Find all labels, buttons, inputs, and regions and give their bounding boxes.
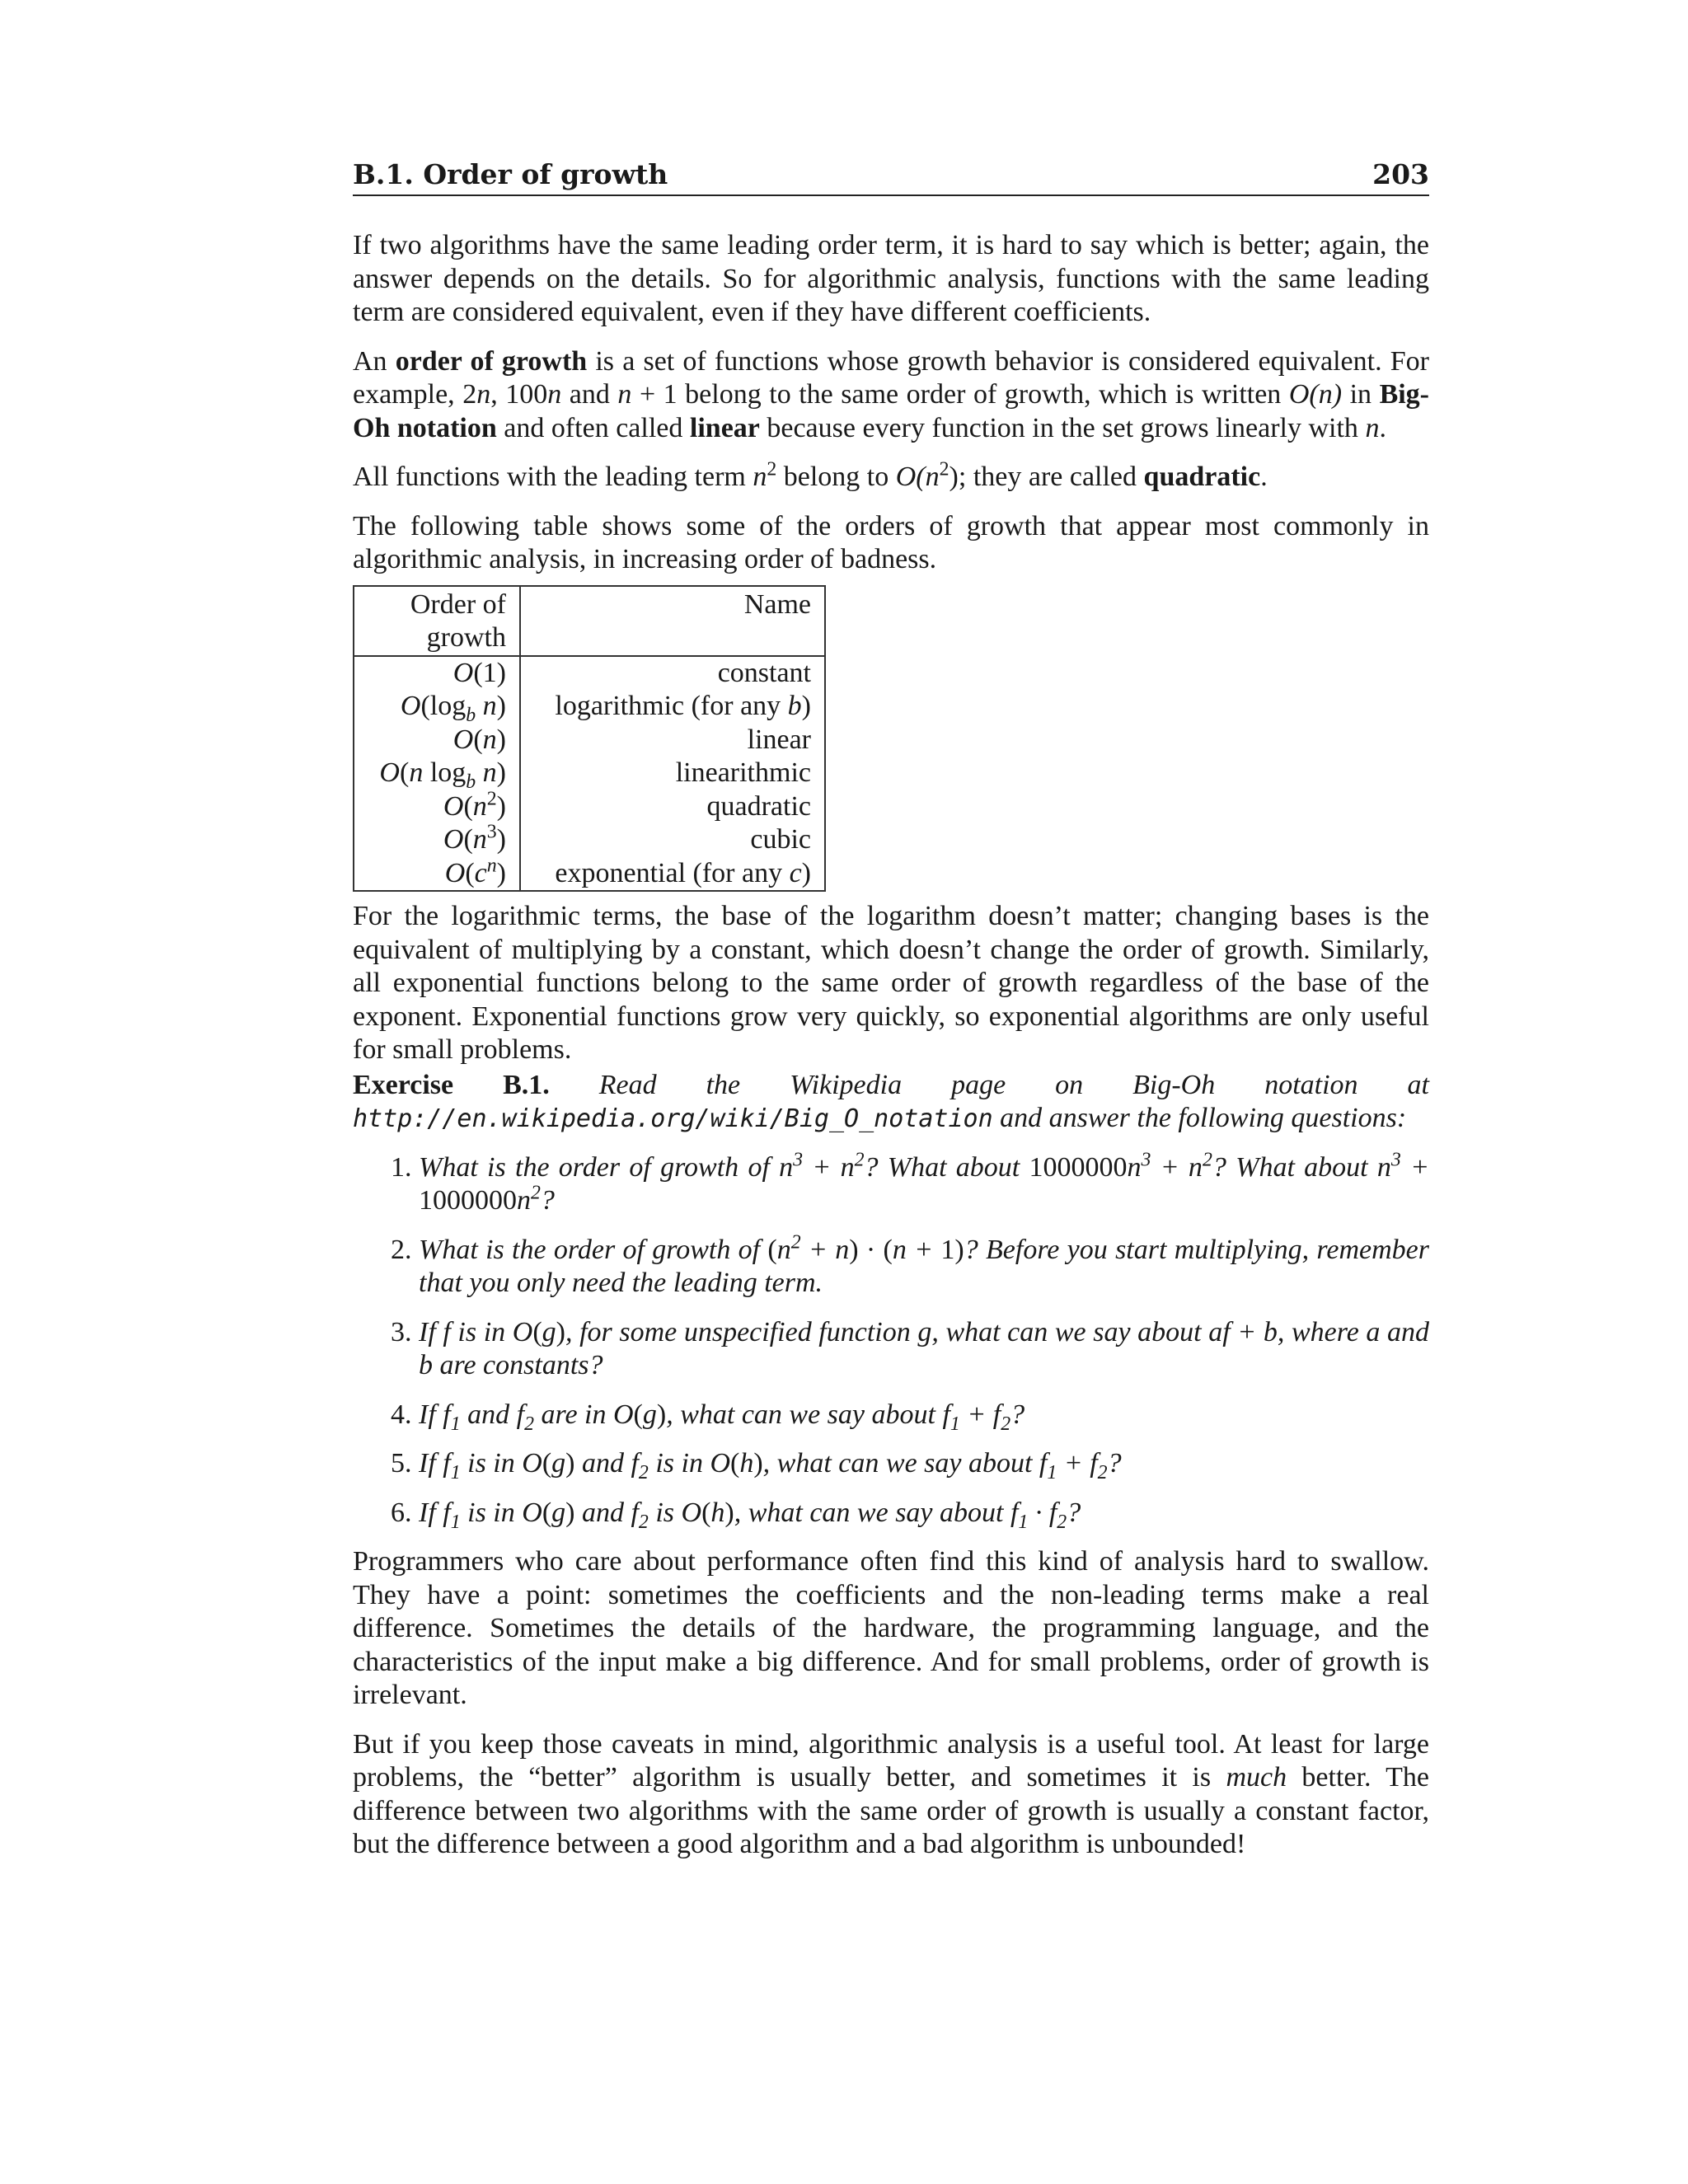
question-1: 1. What is the order of growth of $n^3 + n^2$? What about $1000000n^3 + n^2$? What about $n^3 + 1000000n^2$? [419, 1151, 1429, 1218]
paragraph-table-intro: The following table shows some of the orders of growth that appear most commonly in algorithmic analysis, in increasing order of badness. [353, 510, 1429, 574]
term-linear: linear [689, 412, 760, 443]
paragraph-logarithmic-terms: For the logarithmic terms, the base of the logarithm doesn’t matter; changing bases is the equivalent of multiplying by a constant, which doesn’t change the order of growth. Similarly, all exponential functions belong to the same order of growth regardless of the base of the exponent. Exponential functions grow very quickly, so exponential algorithms are only useful for small problems. [353, 901, 1429, 1065]
paragraph-leading-term: If two algorithms have the same leading order term, it is hard to say which is better; again, the answer depends on the details. So for algorithmic analysis, functions with the same leading term are considered equivalent, even if they have different coefficients. [353, 230, 1429, 327]
exercise-intro: Exercise B.1. Read the Wikipedia page on Big-Oh notation at http://en.wikipedia.org/wiki/Big_O_notation and answer the following questions: [353, 1069, 1429, 1133]
name-cell: linear [520, 724, 825, 757]
paragraph-programmers: Programmers who care about performance often find this kind of analysis hard to swallow. They have a point: sometimes the coefficients and the non-leading terms make a real difference. Sometimes the details of the hardware, the programming language, and the characteristics of the input make a big difference. And for small problems, order of growth is irrelevant. [353, 1546, 1429, 1710]
table-row [354, 690, 825, 724]
table-row [354, 757, 825, 790]
paragraph-caveats: But if you keep those caveats in mind, algorithmic analysis is a useful tool. At least for large problems, the “better” algorithm is usually better, and sometimes it is much better. The difference between two algorithms with the same order of growth is usually a constant factor, but the difference between a good algorithm and a bad algorithm is unbounded! [353, 1728, 1430, 1859]
order-cell: $O(\log_b$ n) [354, 690, 520, 724]
order-cell: O(n $\log_b n$) [354, 757, 520, 790]
header-name: Name [520, 586, 825, 656]
name-cell: linearithmic [520, 757, 825, 790]
table-row [354, 724, 825, 757]
question-6: 6. If $f_1$ is in O(g) and $f_2$ is O(h), what can we say about $f_1 \cdot f_2$? [419, 1497, 1429, 1530]
wikipedia-link[interactable]: http://en.wikipedia.org/wiki/Big_O_notation [353, 1104, 993, 1133]
section-title: B.1. Order of growth [353, 158, 668, 190]
exercise-questions [353, 1149, 1430, 1533]
question-3: 3. If f is in O(g), for some unspecified function g, what can we say about af + b, where a and b are constants? [419, 1316, 1429, 1383]
page-number: 203 [1372, 158, 1429, 190]
exercise-label: Exercise B.1. [353, 1069, 550, 1100]
table-row [354, 656, 825, 691]
order-cell: O(n) [354, 724, 520, 757]
table-row [354, 823, 825, 857]
order-cell: $O(n^3)$ [354, 823, 520, 857]
name-cell: exponential (for any c) [520, 857, 825, 892]
term-order-of-growth: order of growth [395, 345, 588, 377]
table-row [354, 790, 825, 824]
paragraph-quadratic: All functions with the leading term $n^2$ belong to $O(n^2)$; they are called quadratic. [353, 458, 1268, 492]
header-order-of-growth: Order of growth [354, 586, 520, 656]
question-5: 5. If $f_1$ is in O(g) and $f_2$ is in O(h), what can we say about $f_1 + f_2$? [419, 1447, 1429, 1481]
table-header-row [354, 586, 825, 656]
order-cell: $O(c^n)$ [354, 857, 520, 892]
name-cell: constant [520, 656, 825, 691]
question-4: 4. If $f_1$ and $f_2$ are in O(g), what can we say about $f_1 + f_2$? [419, 1399, 1429, 1432]
name-cell: logarithmic (for any b) [520, 690, 825, 724]
order-cell: O(1) [354, 656, 520, 691]
term-quadratic: quadratic [1143, 462, 1261, 492]
question-2: 2. What is the order of growth of $(n^2 + n) \cdot (n + 1)$? Before you start multiplying, remember that you only need the leading term. [419, 1234, 1429, 1301]
paragraph-order-of-growth: An order of growth is a set of functions whose growth behavior is considered equivalent. For example, 2n, 100n and n + 1 belong to the same order of growth, which is written O(n) in Big-Oh notation and often called linear because every function in the set grows linearly with n. [353, 345, 1430, 443]
term-big-oh-notation: Big-Oh notation [353, 379, 1430, 443]
order-cell: $O(n^2)$ [354, 790, 520, 824]
orders-of-growth-table [353, 585, 826, 893]
table-row [354, 857, 825, 892]
running-header [353, 158, 1429, 196]
name-cell: cubic [520, 823, 825, 857]
page-content [353, 158, 1429, 1862]
name-cell: quadratic [520, 790, 825, 824]
